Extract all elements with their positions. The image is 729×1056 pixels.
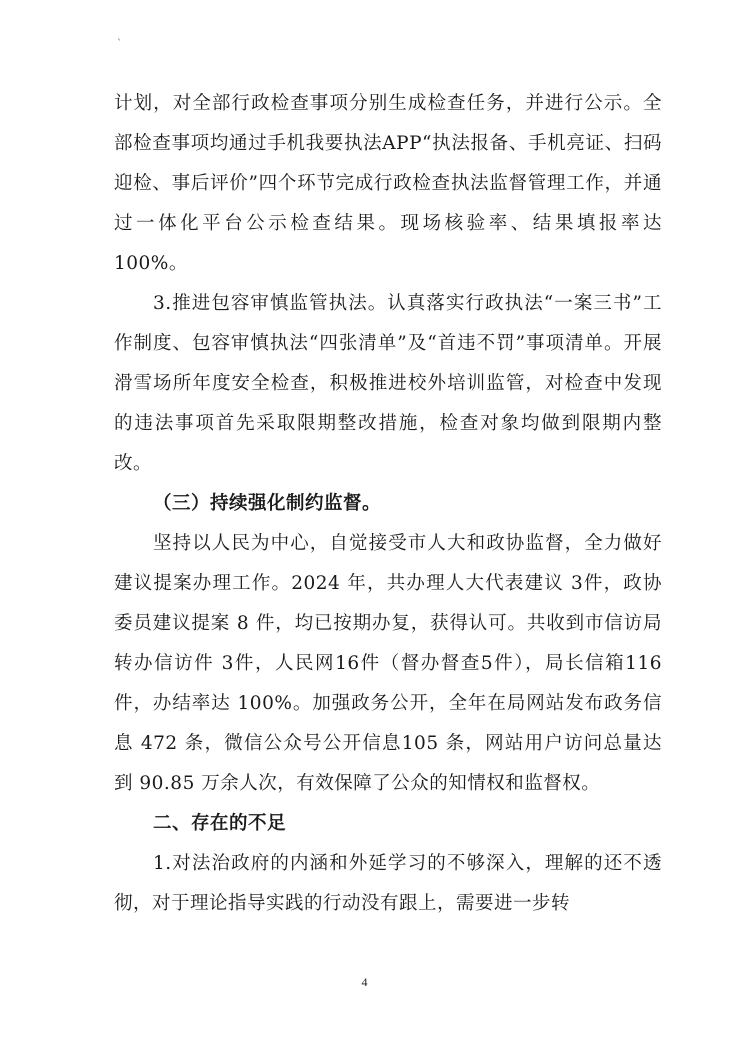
paragraph-people-centered: 坚持以人民为中心，自觉接受市人大和政协监督，全力做好建议提案办理工作。2024 年，共办理人大代表建议 3件，政协委员建议提案 8 件，均已按期办复，获得认可。共收到市信访局转办信访件 3件，人民网16件（督办督查5件），局长信箱116件，办结率达 100%。加强政务公开，全年在局网站发布政务信息 472 条，微信公众号公开信息105 条，网站用户访问总量达到 90.85 万余人次，有效保障了公众的知情权和监督权。: [114, 533, 662, 794]
paragraph-inspection-tasks: 计划，对全部行政检查事项分别生成检查任务，并进行公示。全部检查事项均通过手机我要执法APP“执法报备、手机亮证、扫码迎检、事后评价”四个环节完成行政检查执法监督管理工作，并通过一体化平台公示检查结果。现场核验率、结果填报率达100%。: [114, 93, 662, 274]
page-number: 4: [361, 975, 368, 989]
paragraph-shortcoming-1: 1.对法治政府的内涵和外延学习的不够深入，理解的还不透彻，对于理论指导实践的行动没有跟上，需要进一步转: [114, 853, 662, 914]
section-heading-supervision: （三）持续强化制约监督。: [153, 493, 382, 514]
section-heading-shortcomings: 二、存在的不足: [153, 813, 287, 834]
document-body: [114, 84, 662, 924]
scan-mark: `: [117, 39, 122, 50]
paragraph-inclusive-supervision: 3.推进包容审慎监管执法。认真落实行政执法“一案三书”工作制度、包容审慎执法“四张清单”及“首违不罚”事项清单。开展滑雪场所年度安全检查，积极推进校外培训监管，对检查中发现的违法事项首先采取限期整改措施，检查对象均做到限期内整改。: [114, 293, 662, 474]
